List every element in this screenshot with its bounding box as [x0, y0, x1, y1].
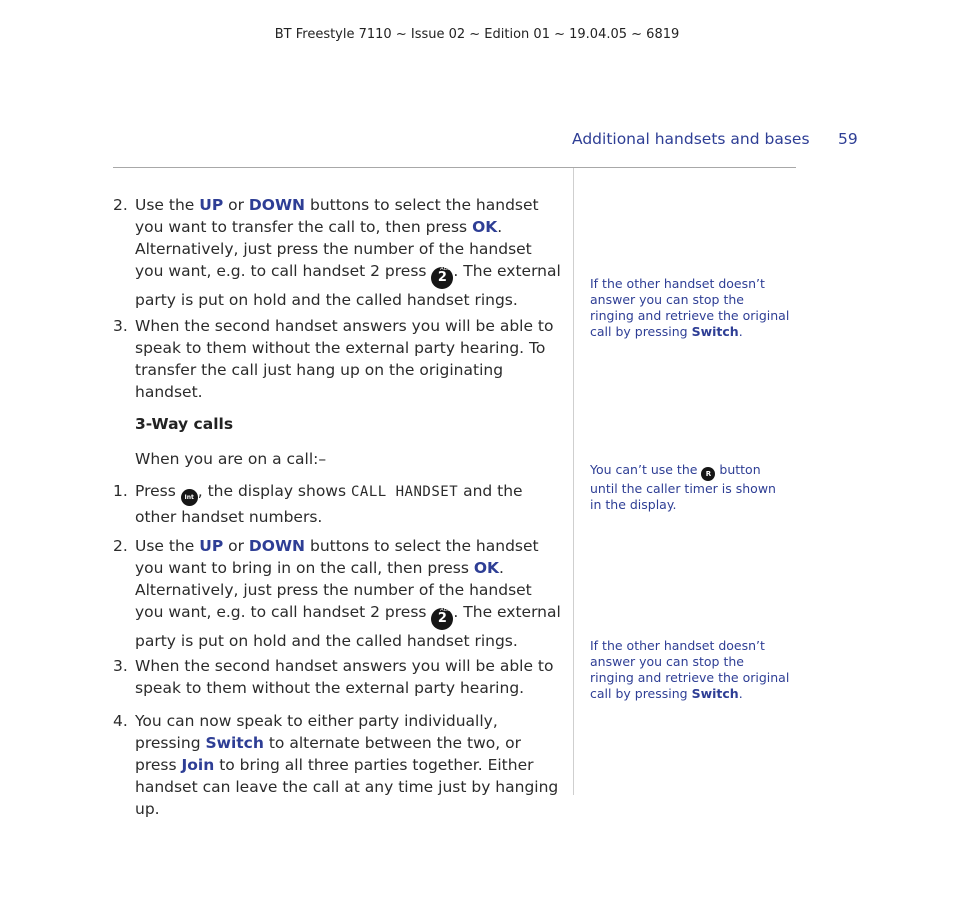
- step-number: 2.: [113, 537, 128, 555]
- key-2-icon: [431, 608, 453, 630]
- header-divider: [113, 167, 796, 168]
- transfer-step-2: [113, 194, 563, 311]
- step-text: [135, 535, 563, 652]
- text-run: Use the: [135, 537, 200, 555]
- step-number: 3.: [113, 317, 128, 335]
- side-note-1: [590, 276, 790, 340]
- switch-label: Switch: [691, 686, 739, 701]
- text-run: . The external party is put on hold and the called handset rings.: [135, 603, 561, 650]
- text-run: . The external party is put on hold and the called handset rings.: [135, 262, 561, 309]
- text-run: buttons to select the handset you want to transfer the call to, then press: [135, 196, 539, 236]
- step-number: 3.: [113, 657, 128, 675]
- text-run: . Alternatively, just press the number of the handset you want, e.g. to call handset 2 press: [135, 559, 532, 621]
- step-text: When the second handset answers you will be able to speak to them without the external party hearing. To transfer the call just hang up on the originating handset.: [135, 317, 554, 401]
- int-key-icon: Int: [181, 489, 198, 506]
- three-way-heading: 3-Way calls: [135, 415, 234, 433]
- key-digit: 2: [437, 611, 447, 626]
- text-run: . Alternatively, just press the number of the handset you want, e.g. to call handset 2 press: [135, 218, 532, 280]
- text-run: buttons to select the handset you want to bring in on the call, then press: [135, 537, 539, 577]
- three-way-step-1: [113, 480, 563, 528]
- note-text: button until the caller timer is shown in the display.: [590, 462, 776, 512]
- text-run: or: [223, 537, 249, 555]
- side-note-2: [590, 462, 790, 513]
- column-divider: [573, 168, 574, 795]
- text-run: and the other handset numbers.: [135, 482, 523, 526]
- step-number: 1.: [113, 482, 128, 500]
- switch-button-label: Switch: [205, 734, 264, 752]
- step-text: [135, 194, 563, 311]
- note-text: If the other handset doesn’t answer you can stop the ringing and retrieve the original call by pressing: [590, 638, 790, 701]
- switch-label: Switch: [691, 324, 739, 339]
- text-run: Press: [135, 482, 181, 500]
- three-way-step-2: [113, 535, 563, 652]
- ok-button-label: OK: [472, 218, 498, 236]
- three-way-step-4: [113, 710, 563, 820]
- text-run: or: [223, 196, 249, 214]
- text-run: to bring all three parties together. Either handset can leave the call at any time just by hanging up.: [135, 756, 559, 818]
- text-run: to alternate between the two, or press: [135, 734, 521, 774]
- key-letters: ABC: [440, 266, 451, 272]
- key-letters: ABC: [440, 607, 451, 613]
- step-text: [135, 710, 563, 820]
- step-text: [135, 480, 563, 528]
- up-button-label: UP: [199, 196, 224, 214]
- text-run: You can now speak to either party individually, pressing: [135, 712, 498, 752]
- note-text: If the other handset doesn’t answer you can stop the ringing and retrieve the original call by pressing: [590, 276, 790, 339]
- step-number: 4.: [113, 712, 128, 730]
- three-way-intro: When you are on a call:–: [135, 450, 327, 468]
- key-2-icon: [431, 267, 453, 289]
- ok-button-label: OK: [473, 559, 500, 577]
- step-text: When the second handset answers you will be able to speak to them without the external party hearing.: [135, 657, 554, 697]
- recall-key-icon: R: [701, 467, 715, 481]
- three-way-step-3: [113, 655, 563, 699]
- key-digit: 2: [437, 270, 447, 285]
- display-text: CALL HANDSET: [350, 484, 459, 500]
- down-button-label: DOWN: [248, 196, 306, 214]
- down-button-label: DOWN: [248, 537, 306, 555]
- note-text: .: [738, 686, 743, 701]
- join-button-label: Join: [181, 756, 215, 774]
- up-button-label: UP: [199, 537, 224, 555]
- transfer-step-3: [113, 315, 563, 403]
- page-number: 59: [838, 130, 858, 148]
- text-run: Use the: [135, 196, 200, 214]
- step-number: 2.: [113, 196, 128, 214]
- side-note-3: [590, 638, 790, 702]
- note-text: .: [738, 324, 743, 339]
- text-run: , the display shows: [197, 482, 351, 500]
- note-text: You can’t use the: [590, 462, 702, 477]
- document-info: BT Freestyle 7110 ~ Issue 02 ~ Edition 01 ~ 19.04.05 ~ 6819: [274, 27, 680, 42]
- section-title: Additional handsets and bases: [572, 130, 810, 148]
